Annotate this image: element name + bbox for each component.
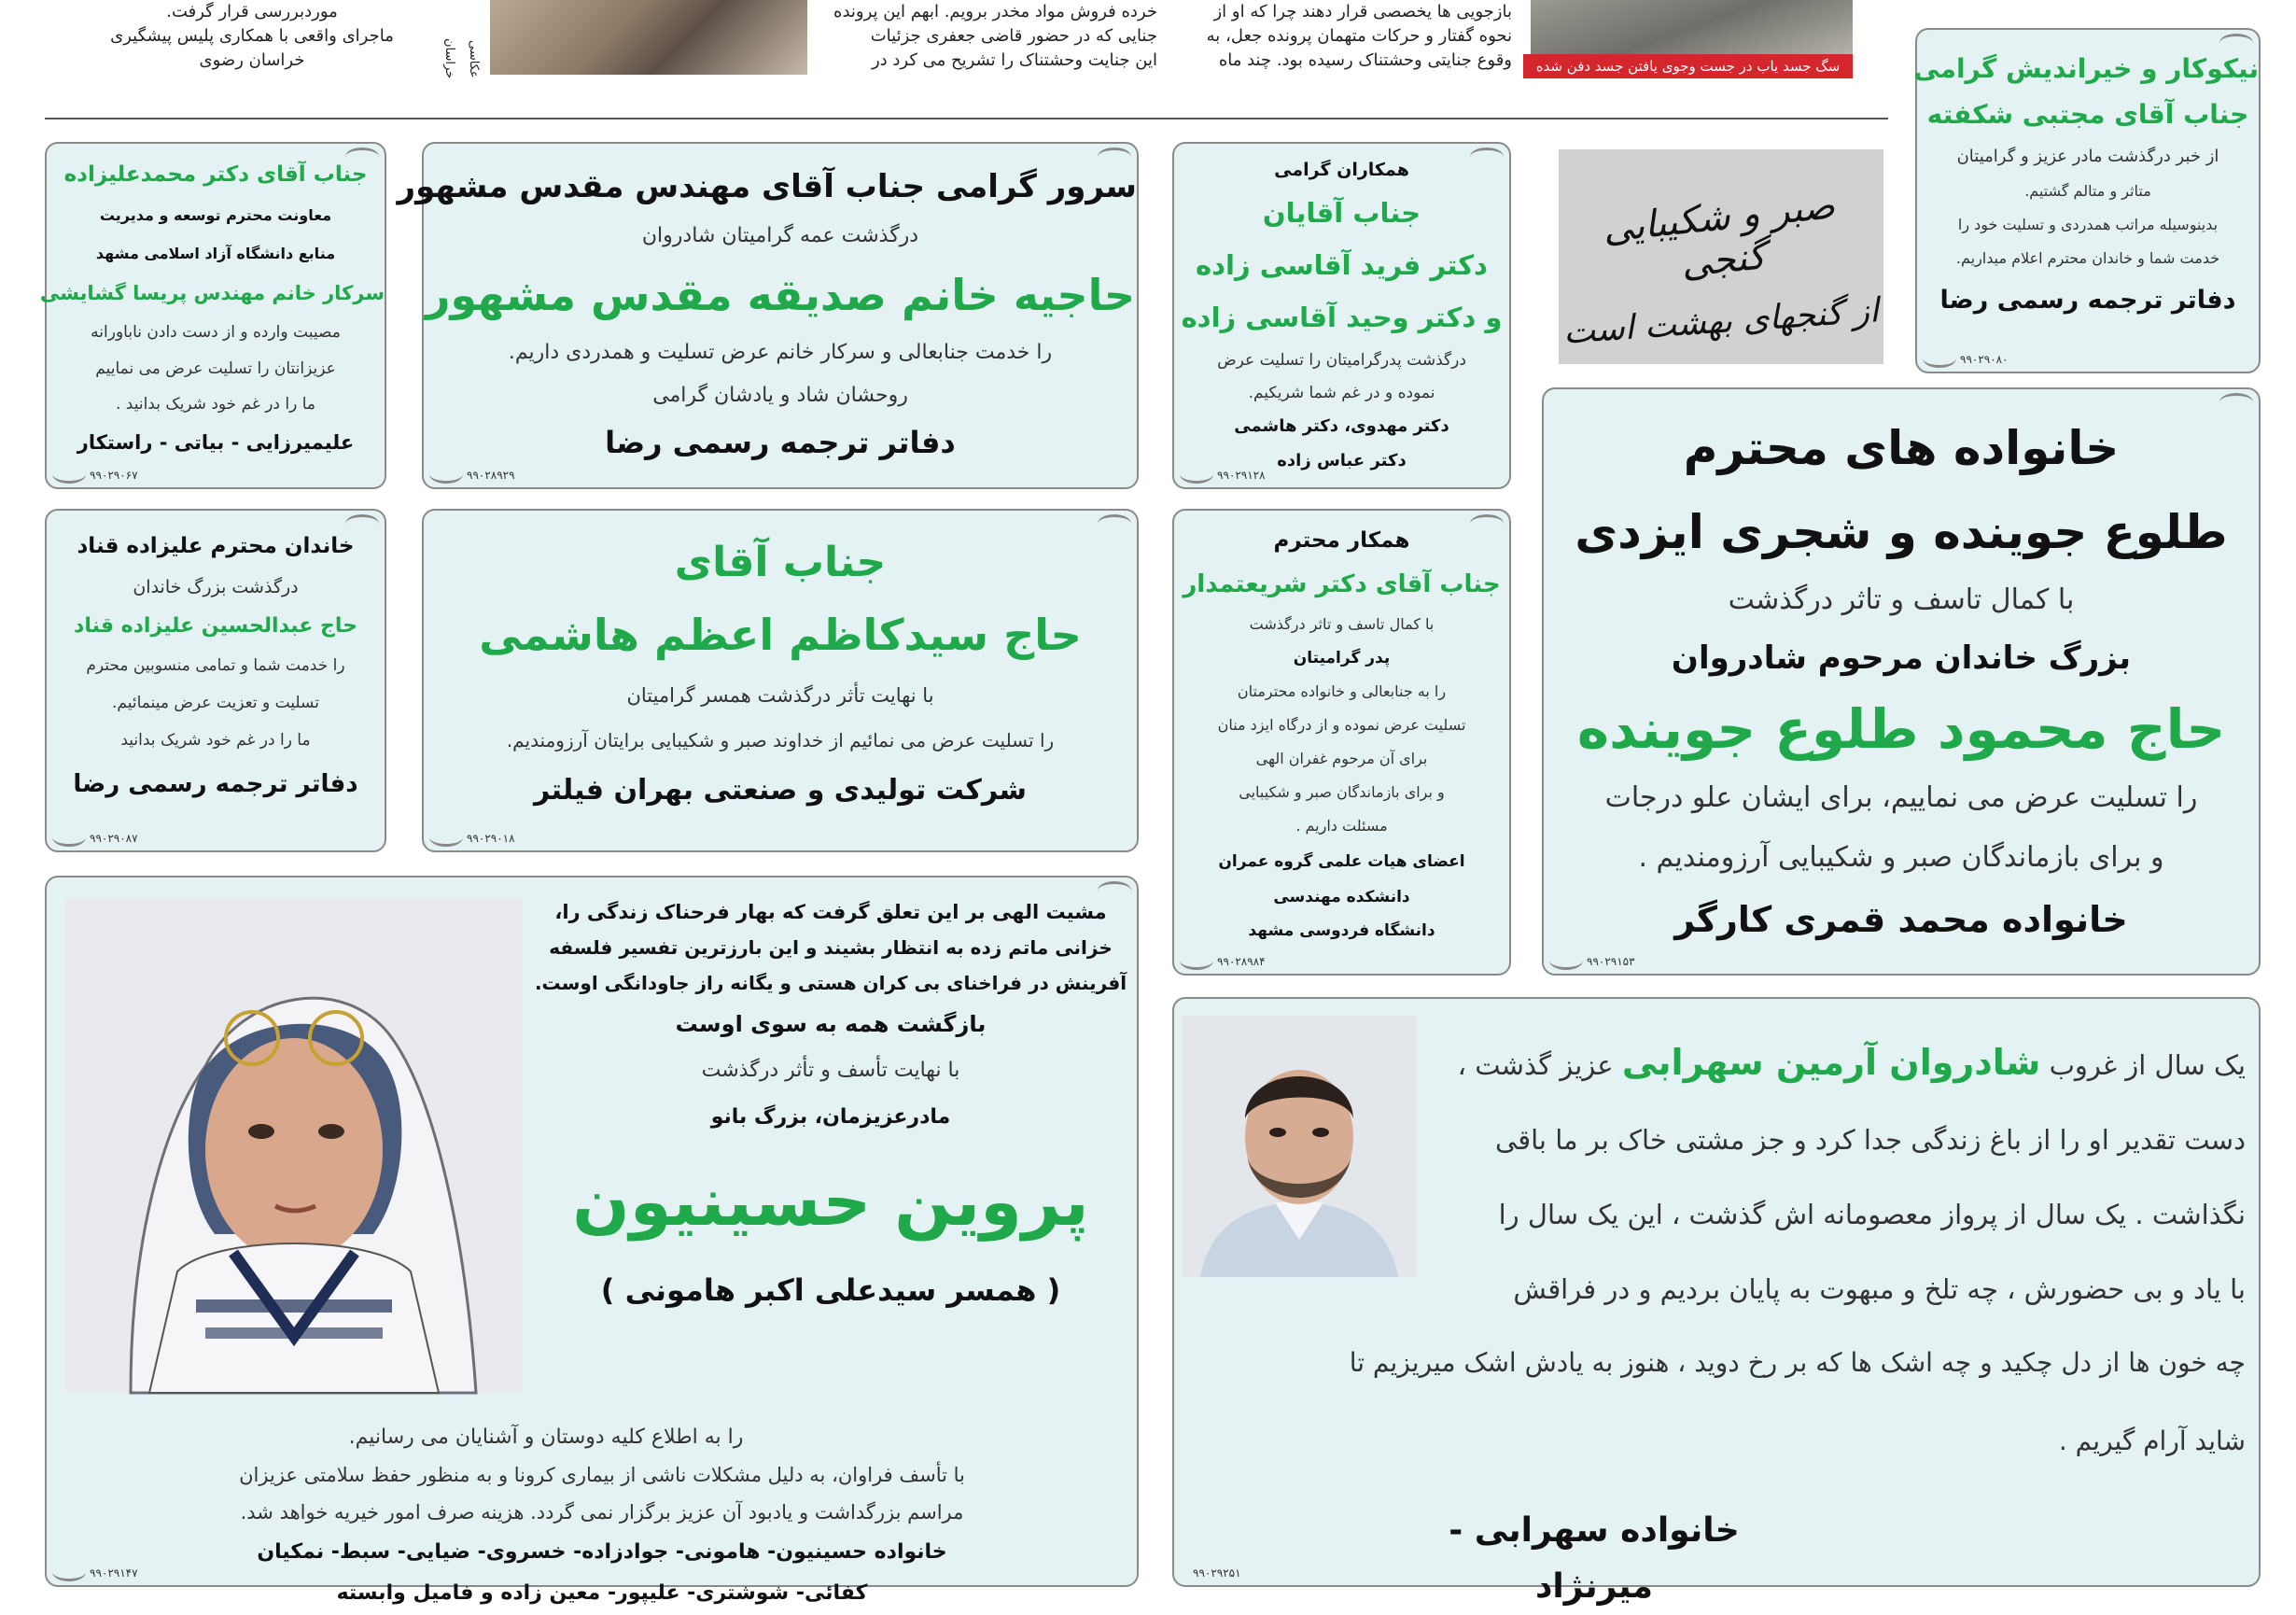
- ad-text: و برای بازماندگان صبر و شکیبایی: [1239, 783, 1445, 801]
- ad-text: منابع دانشگاه آزاد اسلامی مشهد: [95, 245, 336, 262]
- ad-text: روحشان شاد و یادشان گرامی: [652, 384, 908, 407]
- ad-parvin: [45, 876, 1139, 1605]
- ad-signature: کفائی- شوشتری- علیپور- معین زاده و فامیل وابسته: [336, 1581, 868, 1605]
- ad-heading: جناب آقای دکتر محمدعلیزاده: [63, 162, 368, 187]
- section-divider: [45, 118, 1888, 119]
- ad-signature: خانواده حسینیون- هامونی- جوادزاده- خسروی- ضیایی- سبط- نمکیان: [257, 1540, 947, 1564]
- portrait-photo-man: [1182, 1016, 1417, 1277]
- ad-heading: نیکوکار و خیراندیش گرامی: [1913, 53, 2259, 84]
- ad-signature: خانواده محمد قمری کارگر: [1674, 899, 2128, 940]
- ad-name: شادروان آرمین سهرابی: [1621, 1042, 2041, 1083]
- news-photo-2: [1531, 0, 1853, 56]
- ad-text: بدینوسیله مراتب همدردی و تسلیت خود را: [1957, 216, 2219, 233]
- ad-name: سرکار خانم مهندس پریسا گشایشی: [39, 282, 385, 304]
- ad-code: ۹۹۰۲۹۰۱۸: [467, 832, 515, 845]
- ad-code: ۹۹۰۲۹۰۶۷: [90, 469, 138, 482]
- ad-heading: همکاران گرامی: [1274, 160, 1409, 180]
- ad-text: مشیت الهی بر این تعلق گرفت که بهار فرحناک زندگی را،: [554, 901, 1107, 923]
- corner-ornament: [52, 1563, 86, 1581]
- ad-text: ما را در غم خود شریک بدانید: [120, 731, 311, 750]
- ad-text: با نهایت تأسف و تأثر درگذشت: [701, 1059, 960, 1082]
- ad-text: را تسلیت عرض می نماییم، برای ایشان علو درجات: [1604, 781, 2198, 814]
- news-line: وقوع جنایتی وحشتناک رسیده بود. چند ماه: [1218, 50, 1512, 70]
- corner-ornament: [429, 465, 463, 484]
- news-line: خرده فروش مواد مخدر برویم. ابهم این پرونده: [833, 2, 1157, 21]
- ad-text: نموده و در غم شما شریکیم.: [1248, 384, 1435, 402]
- ad-name: جناب آقای دکتر شریعتمدار: [1183, 570, 1501, 598]
- portrait-photo-woman: [65, 898, 523, 1393]
- ad-text: تسلیت عرض نموده و از درگاه ایزد منان: [1217, 716, 1466, 734]
- ad-signature: شرکت تولیدی و صنعتی بهران فیلتر: [533, 774, 1028, 807]
- ad-hamkaran: [1172, 142, 1511, 489]
- ad-signature: اعضای هیات علمی گروه عمران: [1218, 852, 1465, 871]
- ad-parvin-text: [532, 894, 1129, 1318]
- ad-text: درگذشت عمه گرامیتان شادروان: [641, 224, 919, 247]
- ad-sohrabi-text-wide: [1191, 1324, 2246, 1481]
- ad-text: خدمت شما و خاندان محترم اعلام میداریم.: [1955, 249, 2220, 267]
- ad-text: با کمال تاسف و تاثر درگذشت: [1249, 615, 1435, 633]
- ad-name: دکتر فرید آقاسی زاده: [1196, 249, 1488, 281]
- ad-toloo: [1542, 387, 2261, 976]
- ad-name: حاجیه خانم صدیقه مقدس مشهور: [426, 270, 1135, 320]
- corner-ornament: [345, 147, 379, 166]
- ad-text: مسئلت داریم .: [1295, 817, 1388, 835]
- ad-signature: علیمیرزایی - بیاتی - راستکار: [77, 431, 355, 454]
- ad-text: نگذاشت . یک سال از پرواز معصومانه اش گذشت ، این یک سال را: [1498, 1199, 2246, 1230]
- corner-ornament: [429, 828, 463, 847]
- corner-ornament: [1549, 951, 1583, 970]
- news-col-middle: [1185, 0, 1512, 75]
- ad-text: با یاد و بی حضورش ، چه تلخ و مبهوت به پایان بردیم و در فراقش: [1513, 1273, 2246, 1305]
- news-caption-vertical: عکاسی خراسان: [442, 37, 481, 78]
- ad-name: حاج سیدکاظم اعظم هاشمی: [479, 610, 1082, 660]
- ad-code: ۹۹۰۲۹۱۵۳: [1587, 955, 1635, 968]
- corner-ornament: [2219, 393, 2253, 412]
- ad-heading: خانواده های محترم: [1683, 421, 2120, 475]
- ad-signature: دکتر عباس زاده: [1277, 451, 1407, 470]
- ad-heading: سرور گرامی جناب آقای مهندس مقدس مشهور: [397, 168, 1137, 205]
- ad-shariatmadar: [1172, 509, 1511, 976]
- ad-text: یک سال از غروب: [2049, 1049, 2246, 1081]
- calligraphy-box: [1559, 149, 1883, 364]
- news-line: این جنایت وحشتناک را تشریح می کرد در: [871, 50, 1157, 70]
- news-col-middle-left: [831, 0, 1157, 75]
- corner-ornament: [1098, 147, 1131, 166]
- ad-text: متاثر و متالم گشتیم.: [2024, 182, 2151, 200]
- ad-text: با کمال تاسف و تاثر درگذشت: [1728, 583, 2075, 616]
- calligraphy-line: صبر و شکیبایی گنجی: [1601, 184, 1837, 287]
- ad-signature: دفاتر ترجمه رسمی رضا: [73, 770, 358, 798]
- portrait-illustration: [65, 898, 523, 1393]
- ad-moshhour: [397, 142, 1139, 489]
- ad-text: از خبر درگذشت مادر عزیز و گرامیتان: [1956, 147, 2219, 166]
- portrait-illustration: [1182, 1016, 1417, 1277]
- ad-signature: خانواده سهرابی - میرنژاد: [1449, 1511, 1740, 1606]
- ad-text: معاونت محترم توسعه و مدیریت: [99, 206, 332, 224]
- ad-code: ۹۹۰۲۹۱۴۷: [90, 1566, 138, 1580]
- corner-ornament: [1180, 951, 1213, 970]
- ad-text: شاید آرام گیریم .: [2058, 1425, 2246, 1456]
- ad-text: درگذشت پدرگرامیتان را تسلیت عرض: [1217, 351, 1466, 370]
- corner-ornament: [2219, 34, 2253, 52]
- corner-ornament: [52, 465, 86, 484]
- ad-qanad: [45, 509, 386, 852]
- corner-ornament: [1180, 465, 1213, 484]
- ad-text: پدر گرامیتان: [1293, 649, 1391, 667]
- ad-signature: دانشگاه فردوسی مشهد: [1248, 921, 1435, 940]
- ad-text: را خدمت جنابعالی و سرکار خانم عرض تسلیت و همدردی داریم.: [508, 341, 1053, 364]
- ad-text: مراسم بزرگداشت و یادبود آن عزیز برگزار نمی گردد. هزینه صرف امور خیریه خواهد شد.: [240, 1501, 964, 1524]
- ad-heading: خاندان محترم علیزاده قناد: [77, 534, 355, 558]
- ad-text: بازگشت همه به سوی اوست: [675, 1011, 987, 1037]
- ad-text: مصیبت وارده و از دست دادن ناباورانه: [91, 323, 341, 342]
- news-line: بازجویی ها یخصصی قرار دهند چرا که او از: [1213, 2, 1512, 21]
- news-photo-2-caption: سگ جسد یاب در جست وجوی یافتن جسد دفن شده: [1523, 54, 1853, 78]
- ad-text: [1406, 1025, 2246, 1102]
- ad-text: مادرعزیزمان، بزرگ بانو: [710, 1105, 951, 1129]
- ad-text: آفرینش در فراخنای بی کران هستی و یگانه راز جاودانگی اوست.: [534, 972, 1127, 994]
- news-line: نحوه گفتار و حرکات متهمان پرونده جعل، به: [1206, 26, 1512, 46]
- ad-text: عزیز گذشت ،: [1457, 1049, 1614, 1081]
- news-col-far-left: [65, 0, 439, 75]
- ad-name: جناب آقای مجتبی شکفته: [1926, 99, 2249, 130]
- ad-signature: دفاتر ترجمه رسمی رضا: [605, 425, 956, 460]
- ad-code: ۹۹۰۲۹۰۸۷: [90, 832, 138, 845]
- corner-ornament: [1470, 514, 1504, 533]
- news-photo-1: [490, 0, 807, 75]
- ad-heading: همکار محترم: [1273, 528, 1410, 553]
- news-line: موردبررسی قرار گرفت.: [166, 2, 338, 21]
- ad-heading: جناب آقایان: [1262, 197, 1421, 229]
- ad-signature: دفاتر ترجمه رسمی رضا: [1939, 286, 2236, 315]
- ad-text: برای آن مرحوم غفران الهی: [1255, 750, 1428, 767]
- news-line: خراسان رضوی: [199, 50, 305, 70]
- ad-text: بزرگ خاندان مرحوم شادروان: [1671, 639, 2132, 677]
- ad-text: چه خون ها از دل چکید و چه اشک ها که بر رخ دوید ، هنوز به یادش اشک میریزیم تا: [1349, 1347, 2246, 1378]
- corner-ornament: [52, 828, 86, 847]
- ad-text: را تسلیت عرض می نمائیم از خداوند صبر و شکیبایی برایتان آرزومندیم.: [506, 729, 1055, 751]
- ad-name: حاج عبدالحسین علیزاده قناد: [74, 614, 357, 638]
- ad-heading: طلوع جوینده و شجری ایزدی: [1575, 505, 2228, 559]
- ad-name: حاج محمود طلوع جوینده: [1576, 697, 2226, 761]
- ad-text: و برای بازماندگان صبر و شکیبایی آرزومندیم .: [1638, 841, 2164, 874]
- ad-text: ما را در غم خود شریک بدانید .: [115, 395, 316, 414]
- news-line: ماجرای واقعی با همکاری پلیس پیشگیری: [110, 26, 394, 46]
- ad-text: خزانی ماتم زده به انتظار بشیند و این بارزترین تفسیر فلسفه: [549, 936, 1113, 959]
- ad-subtitle: ( همسر سیدعلی اکبر هامونی ): [600, 1272, 1061, 1308]
- ad-text: عزیزانتان را تسلیت عرض می نماییم: [95, 359, 336, 378]
- ad-text: تسلیت و تعزیت عرض مینمائیم.: [112, 694, 319, 712]
- ad-code: ۹۹۰۲۹۲۵۱: [1193, 1566, 1241, 1580]
- ad-text: با نهایت تأثر درگذشت همسر گرامیتان: [626, 684, 934, 707]
- ad-text: را به اطلاع کلیه دوستان و آشنایان می رسانیم.: [348, 1425, 744, 1449]
- ad-code: ۹۹۰۲۹۰۸۰: [1960, 353, 2009, 366]
- ad-text: با تأسف فراوان، به دلیل مشکلات ناشی از بیماری کرونا و به منظور حفظ سلامتی عزیزان: [239, 1464, 965, 1486]
- ad-text: را خدمت شما و تمامی منسوبین محترم: [86, 656, 345, 675]
- ad-hashemi: [422, 509, 1139, 852]
- ad-text: درگذشت بزرگ خاندان: [133, 577, 299, 597]
- corner-ornament: [1923, 349, 1956, 368]
- ad-heading: جناب آقای: [674, 539, 887, 586]
- ad-signature: دکتر مهدوی، دکتر هاشمی: [1234, 416, 1449, 436]
- ad-signature: دانشکده مهندسی: [1273, 888, 1410, 906]
- ad-text: دست تقدیر او را از باغ زندگی جدا کرد و جز مشتی خاک بر ما باقی: [1495, 1124, 2246, 1156]
- ad-code: ۹۹۰۲۹۱۲۸: [1217, 469, 1266, 482]
- ad-name: و دکتر وحید آقاسی زاده: [1181, 302, 1503, 333]
- news-line: جنایی که در حضور قاضی جعفری جزئیات: [870, 26, 1157, 46]
- corner-ornament: [1470, 147, 1504, 166]
- ad-parvin-footer: [84, 1419, 1120, 1613]
- ad-nikokar: [1915, 28, 2261, 373]
- ad-name: پروین حسینیون: [572, 1162, 1089, 1241]
- ad-sohrabi: [1172, 997, 2261, 1606]
- corner-ornament: [345, 514, 379, 533]
- ad-code: ۹۹۰۲۸۹۸۴: [1217, 955, 1266, 968]
- calligraphy-line: از گنجهای بهشت است: [1561, 291, 1881, 352]
- corner-ornament: [1098, 514, 1131, 533]
- ad-text: را به جنابعالی و خانواده محترمتان: [1237, 682, 1447, 700]
- ad-sohrabi-text: [1406, 1025, 2246, 1327]
- ad-alizadeh: [39, 142, 386, 489]
- ad-code: ۹۹۰۲۸۹۲۹: [467, 469, 515, 482]
